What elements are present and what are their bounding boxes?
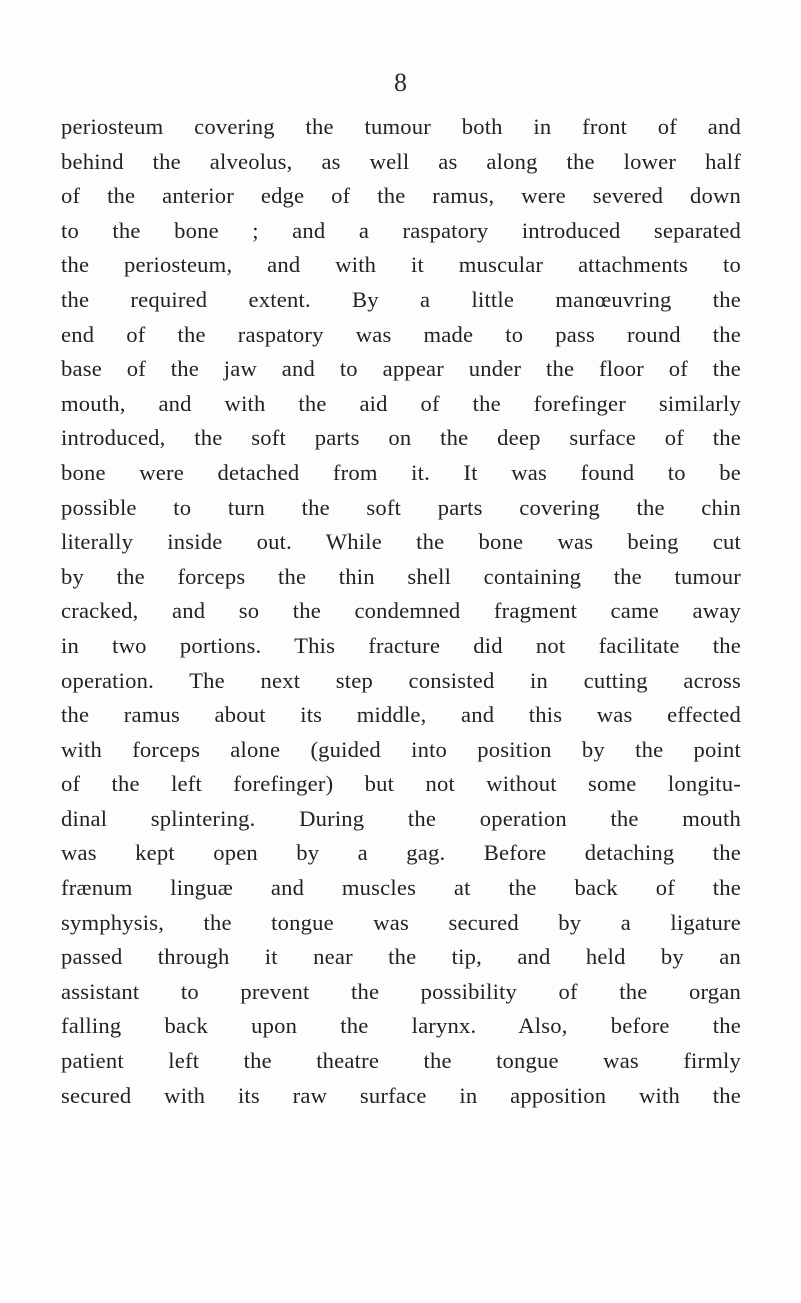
- text-line: periosteum covering the tumour both in front of and: [61, 114, 741, 139]
- text-line: possible to turn the soft parts covering the chin: [61, 494, 741, 520]
- text-line: of the left forefinger) but not without some longitu-: [61, 771, 741, 797]
- text-line: was kept open by a gag. Before detaching the: [61, 840, 741, 866]
- text-line: end of the raspatory was made to pass round the: [61, 321, 741, 347]
- text-line: with forceps alone (guided into position by the point: [61, 736, 741, 762]
- text-line: patient left the theatre the tongue was firmly: [61, 1048, 741, 1074]
- text-line: mouth, and with the aid of the forefinger similarly: [61, 390, 741, 416]
- text-line: falling back upon the larynx. Also, before the: [61, 1013, 741, 1039]
- text-line: in two portions. This fracture did not facilitate the: [61, 632, 741, 658]
- text-line: symphysis, the tongue was secured by a ligature: [61, 909, 741, 935]
- text-line: frænum linguæ and muscles at the back of the: [61, 875, 741, 901]
- text-line: introduced, the soft parts on the deep surface of the: [61, 425, 741, 451]
- text-line: to the bone ; and a raspatory introduced separated: [61, 217, 741, 243]
- text-line: dinal splintering. During the operation the mouth: [61, 805, 741, 831]
- text-line: assistant to prevent the possibility of the organ: [61, 978, 741, 1004]
- text-line: of the anterior edge of the ramus, were severed down: [61, 183, 741, 209]
- text-line: the periosteum, and with it muscular attachments to: [61, 252, 741, 278]
- text-line: literally inside out. While the bone was being cut: [61, 529, 741, 555]
- text-line: operation. The next step consisted in cutting across: [61, 667, 741, 693]
- text-line: secured with its raw surface in apposition with the: [61, 1082, 741, 1108]
- text-line: the required extent. By a little manœuvring the: [61, 286, 741, 312]
- text-line: cracked, and so the condemned fragment came away: [61, 598, 741, 624]
- text-line: the ramus about its middle, and this was effected: [61, 702, 741, 728]
- text-line: base of the jaw and to appear under the floor of the: [61, 356, 741, 382]
- text-line: passed through it near the tip, and held by an: [61, 944, 741, 970]
- page-number: 8: [394, 68, 407, 97]
- text-line: by the forceps the thin shell containing the tumour: [61, 563, 741, 589]
- text-line: behind the alveolus, as well as along the lower half: [61, 148, 741, 174]
- body-text: [61, 110, 741, 1113]
- text-line: bone were detached from it. It was found to be: [61, 459, 741, 485]
